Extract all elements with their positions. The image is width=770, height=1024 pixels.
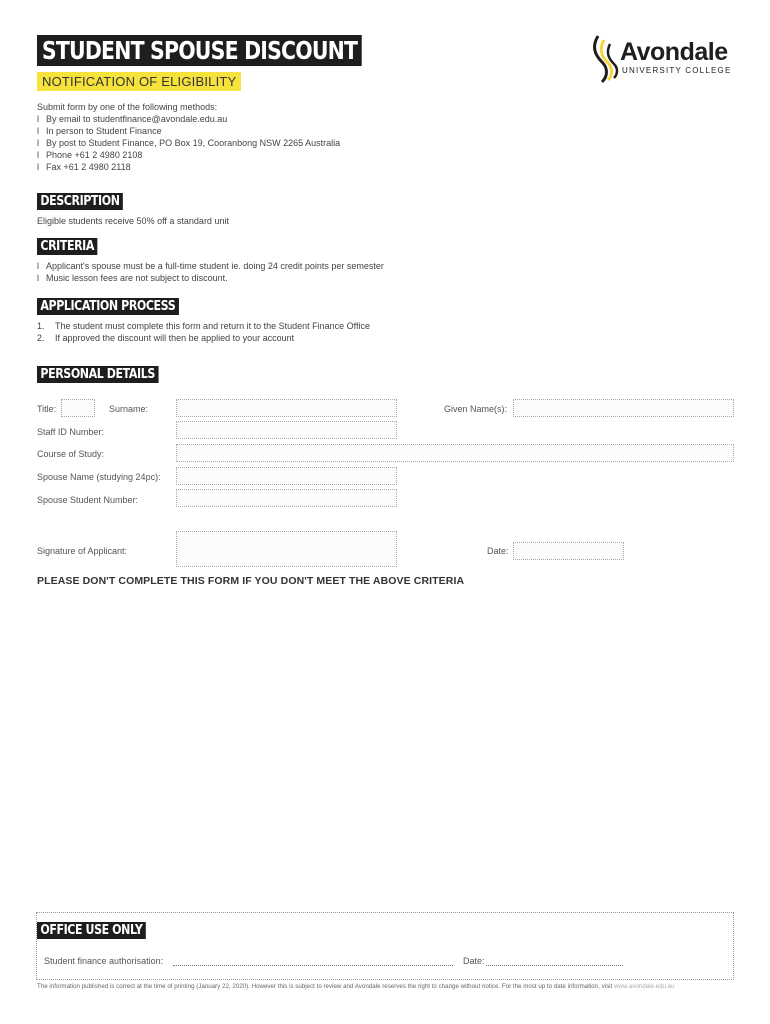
finance-authorisation-label: Student finance authorisation: [44,956,164,966]
staff-id-label: Staff ID Number: [37,427,104,437]
criteria-item-full-time: Applicant's spouse must be a full-time student ie. doing 24 credit points per semester [46,261,384,271]
submit-intro: Submit form by one of the following methods: [37,102,218,112]
office-use-heading: OFFICE USE ONLY [37,922,146,939]
process-step-number: 2. [37,333,45,343]
given-names-field[interactable] [513,399,734,417]
description-heading: DESCRIPTION [37,193,123,210]
submit-method-fax: Fax +61 2 4980 2118 [46,162,131,172]
spouse-name-label: Spouse Name (studying 24pc): [37,472,161,482]
footer-disclaimer [37,983,675,990]
surname-label: Surname: [109,404,149,414]
process-step-number: 1. [37,321,45,331]
personal-details-heading: PERSONAL DETAILS [37,366,158,383]
signature-label: Signature of Applicant: [37,546,128,556]
signature-field[interactable] [176,531,397,567]
submit-method-bullet: l [37,150,39,160]
criteria-bullet: l [37,261,39,271]
finance-authorisation-line[interactable] [173,965,453,966]
submit-method-post: By post to Student Finance, PO Box 19, Cooranbong NSW 2265 Australia [46,138,341,148]
course-of-study-field[interactable] [176,444,734,462]
submit-method-bullet: l [37,138,39,148]
submit-method-in-person: In person to Student Finance [46,126,162,136]
title-field[interactable] [61,399,95,417]
spouse-student-number-label: Spouse Student Number: [37,495,139,505]
avondale-logo-icon [588,34,622,84]
logo-subtitle: UNIVERSITY COLLEGE [622,66,732,75]
course-of-study-label: Course of Study: [37,449,105,459]
spouse-name-field[interactable] [176,467,397,485]
description-text: Eligible students receive 50% off a standard unit [37,216,229,226]
criteria-item-music: Music lesson fees are not subject to discount. [46,273,228,283]
form-subtitle: NOTIFICATION OF ELIGIBILITY [37,72,241,91]
title-label: Title: [37,404,57,414]
criteria-warning: PLEASE DON'T COMPLETE THIS FORM IF YOU DON'T MEET THE ABOVE CRITERIA [37,575,465,587]
submit-method-bullet: l [37,114,39,124]
footer-text: The information published is correct at the time of printing (January 22, 2020). However this is subject to review and Avondale reserves the right to change without notice. For the most up to date information, visit [37,983,613,990]
date-label: Date: [487,546,509,556]
spouse-student-number-field[interactable] [176,489,397,507]
footer-link[interactable]: www.avondale.edu.au [614,983,675,990]
logo-wordmark: Avondale [620,38,728,66]
staff-id-field[interactable] [176,421,397,439]
form-title: STUDENT SPOUSE DISCOUNT [37,35,362,66]
surname-field[interactable] [176,399,397,417]
office-date-label: Date: [463,956,485,966]
process-step-text: The student must complete this form and return it to the Student Finance Office [55,321,370,331]
office-date-line[interactable] [486,965,623,966]
process-step-text: If approved the discount will then be applied to your account [55,333,295,343]
submit-method-phone: Phone +61 2 4980 2108 [46,150,143,160]
submit-method-bullet: l [37,162,39,172]
given-names-label: Given Name(s): [444,404,508,414]
application-process-heading: APPLICATION PROCESS [37,298,179,315]
date-field[interactable] [513,542,624,560]
submit-method-email: By email to studentfinance@avondale.edu.au [46,114,228,124]
criteria-bullet: l [37,273,39,283]
submit-method-bullet: l [37,126,39,136]
criteria-heading: CRITERIA [37,238,97,255]
